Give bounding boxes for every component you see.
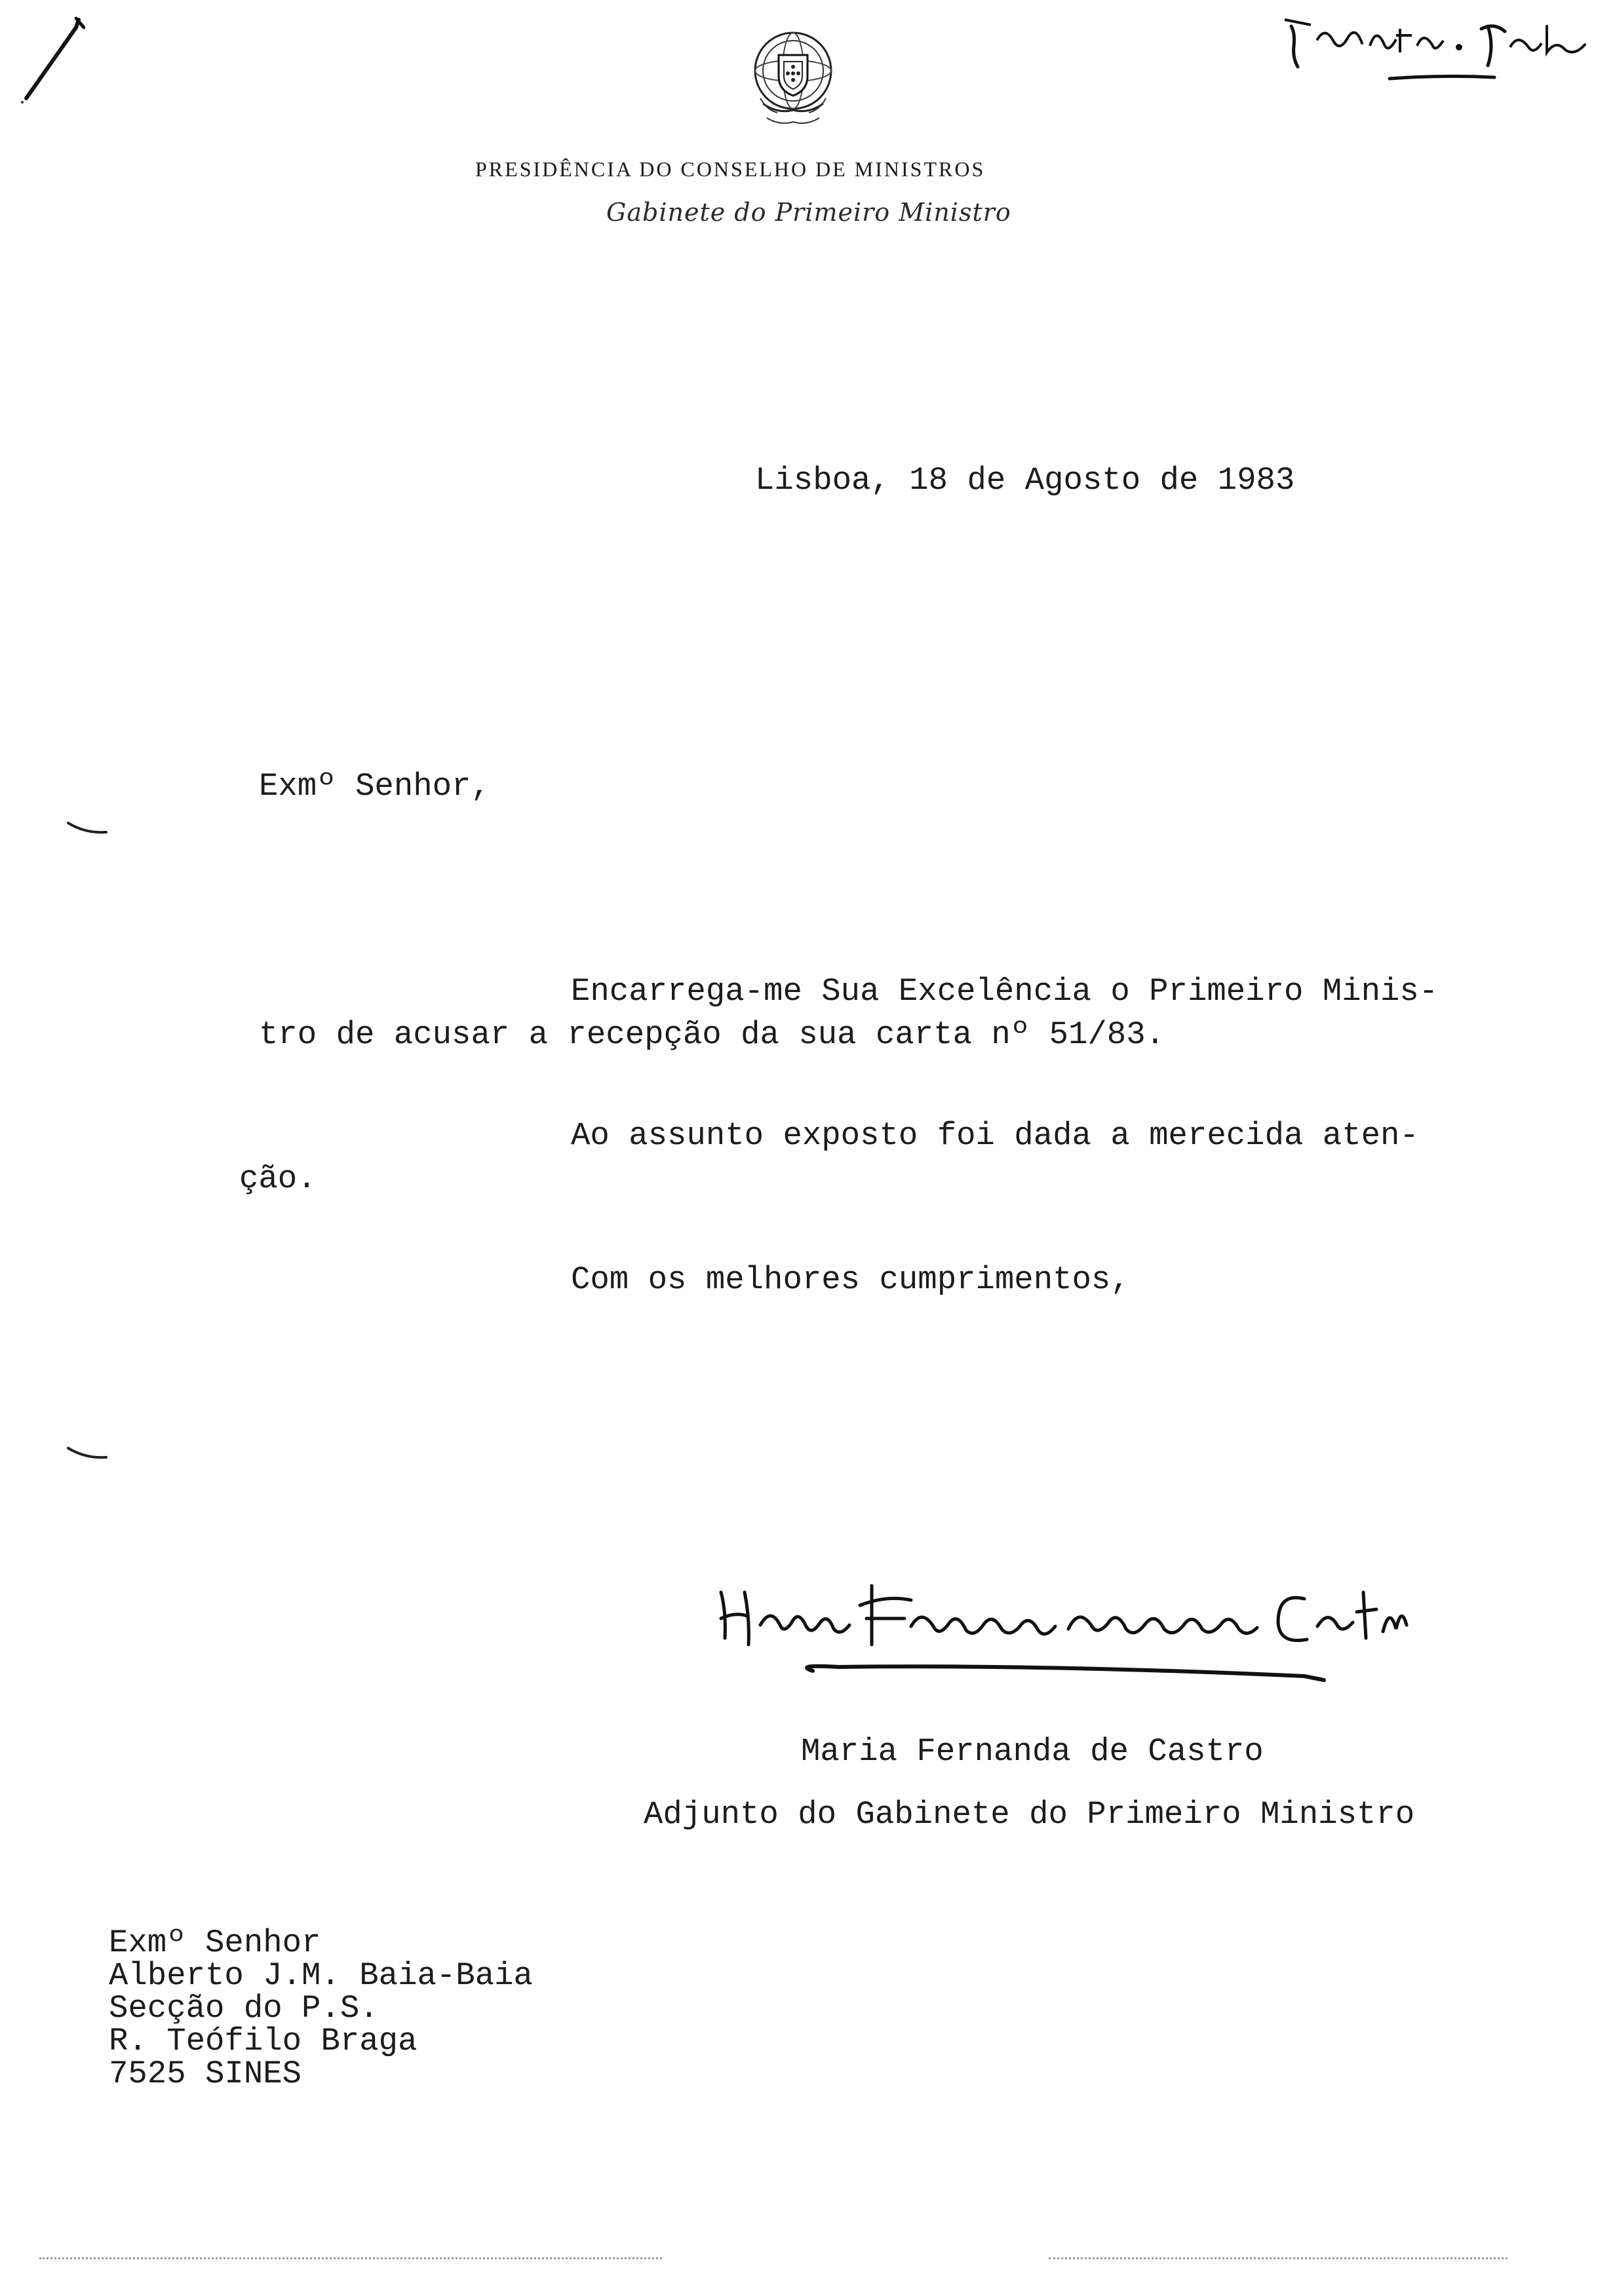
scan-artifact-line	[1049, 2257, 1508, 2259]
signatory-name: Maria Fernanda de Castro	[801, 1733, 1264, 1770]
margin-mark	[66, 1444, 111, 1464]
address-line: Alberto J.M. Baia-Baia	[109, 1957, 533, 1994]
recipient-address-block	[109, 1926, 533, 2090]
body-paragraph-2-line-2: ção.	[239, 1160, 317, 1197]
handwritten-signature	[714, 1566, 1468, 1717]
scan-artifact-line	[39, 2257, 662, 2259]
handwritten-annotation	[1272, 7, 1599, 98]
institution-heading: PRESIDÊNCIA DO CONSELHO DE MINISTROS	[475, 157, 986, 181]
address-line: 7525 SINES	[109, 2056, 302, 2092]
address-line: Exmº Senhor	[109, 1924, 321, 1961]
body-paragraph-1-line-2: tro de acusar a recepção da sua carta nº 51/83.	[259, 1016, 1165, 1053]
office-subheading: Gabinete do Primeiro Ministro	[606, 198, 1011, 227]
coat-of-arms-emblem-icon	[741, 26, 846, 131]
body-paragraph-1-line-1: Encarrega-me Sua Excelência o Primeiro Minis-	[571, 973, 1439, 1010]
closing-line: Com os melhores cumprimentos,	[571, 1261, 1130, 1298]
salutation: Exmº Senhor,	[259, 768, 490, 805]
signatory-title: Adjunto do Gabinete do Primeiro Ministro	[644, 1796, 1415, 1833]
address-line: Secção do P.S.	[109, 1990, 379, 2027]
date-line: Lisboa, 18 de Agosto de 1983	[755, 462, 1295, 499]
body-paragraph-2-line-1: Ao assunto exposto foi dada a merecida aten-	[571, 1117, 1419, 1154]
pen-stroke-mark	[13, 13, 85, 105]
margin-mark	[66, 819, 111, 839]
address-line: R. Teófilo Braga	[109, 2023, 418, 2059]
